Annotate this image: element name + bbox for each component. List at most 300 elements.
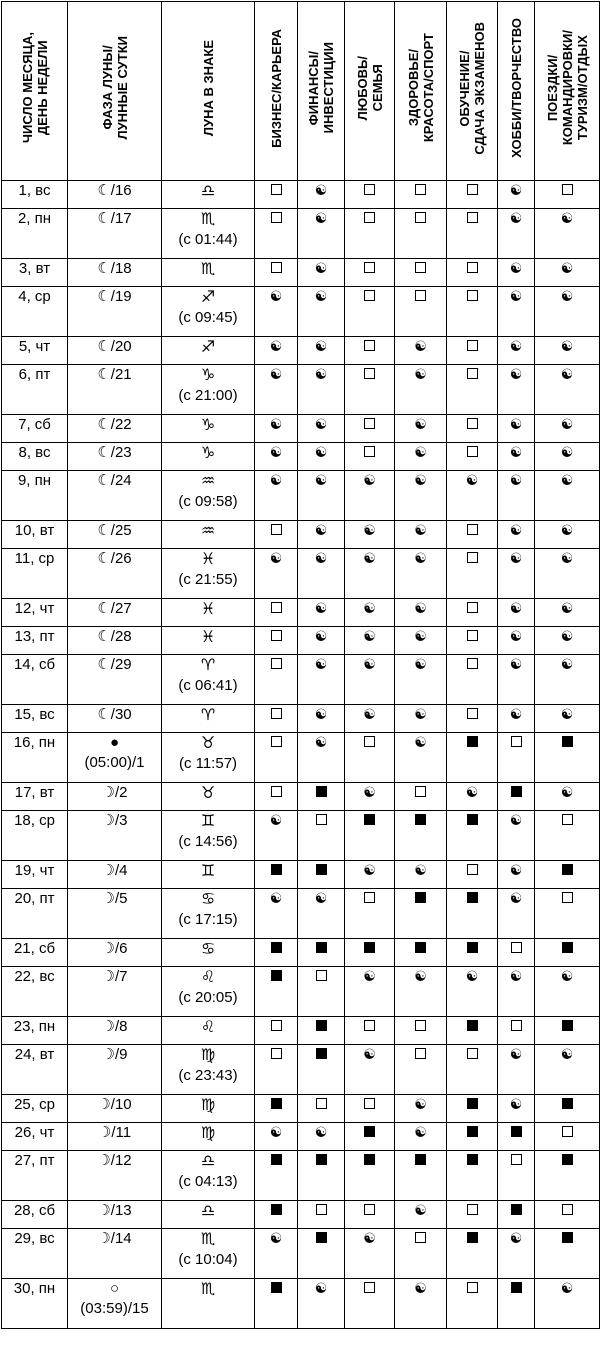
day-cell: 9, пн [2,471,68,521]
filled-square-icon [467,1232,478,1243]
mark-cell-health [395,1229,447,1279]
zodiac-sign-icon: ♒ [200,521,216,540]
moon-sign-cell [162,337,255,365]
empty-square-icon [467,630,478,641]
yin-yang-icon: ☯ [560,969,574,985]
yin-yang-icon: ☯ [314,211,328,227]
day-cell: 25, ср [2,1095,68,1123]
empty-square-icon [467,212,478,223]
table-row [2,705,600,733]
mark-cell-travel [535,889,600,939]
empty-square-icon [271,184,282,195]
empty-square-icon [467,1282,478,1293]
filled-square-icon [316,1020,327,1031]
empty-square-icon [415,262,426,273]
mark-cell-business [255,259,298,287]
mark-cell-business [255,1017,298,1045]
mark-cell-study [447,1017,498,1045]
filled-square-icon [467,892,478,903]
moon-phase-cell [68,599,162,627]
moon-sign-cell [162,1201,255,1229]
empty-square-icon [271,708,282,719]
mark-cell-finance [298,1123,345,1151]
filled-square-icon [364,1154,375,1165]
mark-cell-health [395,287,447,337]
yin-yang-icon: ☯ [314,183,328,199]
empty-square-icon [364,340,375,351]
filled-square-icon [467,1020,478,1031]
yin-yang-icon: ☯ [314,735,328,751]
zodiac-sign-icon: ♍ [200,1123,216,1142]
zodiac-sign-icon: ♓ [200,627,216,646]
yin-yang-icon: ☯ [509,211,523,227]
moon-sign-cell [162,705,255,733]
day-cell: 6, пт [2,365,68,415]
empty-square-icon [562,892,573,903]
empty-square-icon [364,1098,375,1109]
yin-yang-icon: ☯ [269,473,283,489]
mark-cell-finance [298,1017,345,1045]
mark-cell-health [395,783,447,811]
moon-phase-value: ☽/4 [101,862,128,879]
mark-cell-business [255,209,298,259]
mark-cell-finance [298,521,345,549]
mark-cell-health [395,365,447,415]
mark-cell-business [255,443,298,471]
zodiac-sign-icon: ♉ [200,783,216,802]
sign-change-time: (с 11:57) [178,755,238,772]
moon-phase-cell [68,181,162,209]
empty-square-icon [271,262,282,273]
yin-yang-icon: ☯ [509,707,523,723]
empty-square-icon [467,1048,478,1059]
empty-square-icon [467,290,478,301]
day-cell: 2, пн [2,209,68,259]
empty-square-icon [364,290,375,301]
mark-cell-travel [535,1095,600,1123]
mark-cell-love [345,1095,395,1123]
mark-cell-study [447,181,498,209]
yin-yang-icon: ☯ [269,445,283,461]
mark-cell-study [447,705,498,733]
empty-square-icon [316,970,327,981]
yin-yang-icon: ☯ [509,1047,523,1063]
empty-square-icon [415,212,426,223]
empty-square-icon [364,418,375,429]
table-row [2,811,600,861]
day-cell: 3, вт [2,259,68,287]
mark-cell-health [395,939,447,967]
mark-cell-hobby [498,1229,535,1279]
mark-cell-travel [535,861,600,889]
yin-yang-icon: ☯ [414,657,427,673]
moon-phase-value: ☽/2 [101,784,128,801]
moon-sign-cell [162,599,255,627]
yin-yang-icon: ☯ [509,1231,523,1247]
mark-cell-love [345,471,395,521]
empty-square-icon [415,184,426,195]
mark-cell-travel [535,599,600,627]
moon-phase-value: ☽/11 [97,1124,132,1141]
table-row [2,549,600,599]
mark-cell-hobby [498,861,535,889]
mark-cell-travel [535,1279,600,1329]
empty-square-icon [364,262,375,273]
yin-yang-icon: ☯ [314,367,328,383]
filled-square-icon [415,814,426,825]
moon-phase-value: ○ [109,1280,120,1297]
mark-cell-love [345,1151,395,1201]
mark-cell-hobby [498,287,535,337]
header-line: ПОЕЗДКИ/ [544,54,560,122]
moon-phase-cell [68,1201,162,1229]
zodiac-sign-icon: ♐ [200,287,216,306]
empty-square-icon [271,602,282,613]
table-row [2,1201,600,1229]
yin-yang-icon: ☯ [560,367,574,383]
mark-cell-hobby [498,1017,535,1045]
mark-cell-health [395,521,447,549]
mark-cell-finance [298,209,345,259]
mark-cell-hobby [498,939,535,967]
yin-yang-icon: ☯ [414,601,427,617]
moon-phase-time: (05:00)/1 [84,754,145,771]
empty-square-icon [316,814,327,825]
mark-cell-business [255,181,298,209]
mark-cell-hobby [498,627,535,655]
filled-square-icon [271,942,282,953]
day-cell: 14, сб [2,655,68,705]
yin-yang-icon: ☯ [560,211,574,227]
sign-change-time: (с 09:45) [178,309,238,326]
mark-cell-love [345,939,395,967]
mark-cell-hobby [498,889,535,939]
yin-yang-icon: ☯ [314,417,328,433]
mark-cell-health [395,1279,447,1329]
sign-change-time: (с 10:04) [178,1251,238,1268]
mark-cell-travel [535,1017,600,1045]
mark-cell-finance [298,627,345,655]
moon-phase-cell [68,365,162,415]
header-line: КОМАНДИРОВКИ/ [559,30,575,146]
yin-yang-icon: ☯ [509,261,523,277]
mark-cell-business [255,811,298,861]
mark-cell-finance [298,861,345,889]
mark-cell-health [395,1017,447,1045]
moon-phase-cell [68,861,162,889]
mark-cell-hobby [498,443,535,471]
filled-square-icon [467,1154,478,1165]
mark-cell-travel [535,1045,600,1095]
header-line: ЛУННЫЕ СУТКИ [114,36,130,140]
mark-cell-study [447,811,498,861]
empty-square-icon [364,1204,375,1215]
header-phase [68,2,162,181]
mark-cell-hobby [498,181,535,209]
moon-phase-value: ☾/20 [97,338,132,355]
filled-square-icon [467,1098,478,1109]
filled-square-icon [511,1282,522,1293]
yin-yang-icon: ☯ [363,969,376,985]
yin-yang-icon: ☯ [269,1231,283,1247]
mark-cell-love [345,181,395,209]
yin-yang-icon: ☯ [509,657,523,673]
mark-cell-love [345,861,395,889]
yin-yang-icon: ☯ [509,417,523,433]
yin-yang-icon: ☯ [560,289,574,305]
yin-yang-icon: ☯ [560,523,574,539]
empty-square-icon [562,184,573,195]
mark-cell-travel [535,1201,600,1229]
moon-sign-cell [162,889,255,939]
mark-cell-love [345,1017,395,1045]
yin-yang-icon: ☯ [314,445,328,461]
table-row [2,889,600,939]
moon-sign-cell [162,811,255,861]
moon-sign-cell [162,1095,255,1123]
moon-phase-cell [68,655,162,705]
moon-phase-value: ☾/19 [97,288,132,305]
mark-cell-love [345,1201,395,1229]
sign-change-time: (с 09:58) [178,493,238,510]
mark-cell-study [447,209,498,259]
mark-cell-study [447,365,498,415]
moon-phase-cell [68,259,162,287]
header-love-label [355,56,385,120]
filled-square-icon [316,942,327,953]
header-hobby [498,2,535,181]
moon-phase-time: (03:59)/15 [80,1300,149,1317]
yin-yang-icon: ☯ [560,551,574,567]
moon-sign-cell [162,1017,255,1045]
mark-cell-finance [298,415,345,443]
empty-square-icon [271,1048,282,1059]
zodiac-sign-icon: ♓ [200,599,216,618]
empty-square-icon [415,1232,426,1243]
mark-cell-finance [298,443,345,471]
mark-cell-business [255,337,298,365]
empty-square-icon [364,184,375,195]
yin-yang-icon: ☯ [560,629,574,645]
empty-square-icon [467,446,478,457]
mark-cell-love [345,655,395,705]
moon-phase-value: ☾/26 [97,550,132,567]
moon-phase-cell [68,415,162,443]
mark-cell-travel [535,1151,600,1201]
filled-square-icon [364,942,375,953]
filled-square-icon [271,1154,282,1165]
mark-cell-study [447,259,498,287]
yin-yang-icon: ☯ [414,445,427,461]
table-row [2,287,600,337]
day-cell: 19, чт [2,861,68,889]
moon-phase-cell [68,939,162,967]
yin-yang-icon: ☯ [414,1125,427,1141]
moon-sign-cell [162,733,255,783]
table-row [2,939,600,967]
filled-square-icon [562,942,573,953]
yin-yang-icon: ☯ [560,657,574,673]
filled-square-icon [511,786,522,797]
header-phase-label [100,36,130,140]
moon-phase-cell [68,1045,162,1095]
mark-cell-finance [298,811,345,861]
empty-square-icon [364,368,375,379]
mark-cell-study [447,1151,498,1201]
mark-cell-health [395,1123,447,1151]
mark-cell-business [255,549,298,599]
mark-cell-health [395,811,447,861]
table-row [2,259,600,287]
yin-yang-icon: ☯ [509,969,523,985]
mark-cell-health [395,337,447,365]
yin-yang-icon: ☯ [560,1047,574,1063]
mark-cell-health [395,1201,447,1229]
mark-cell-love [345,889,395,939]
moon-phase-cell [68,443,162,471]
header-business-label [269,29,284,148]
mark-cell-study [447,1095,498,1123]
yin-yang-icon: ☯ [314,707,328,723]
mark-cell-finance [298,939,345,967]
yin-yang-icon: ☯ [509,1097,523,1113]
mark-cell-travel [535,209,600,259]
moon-phase-value: ☽/12 [97,1152,132,1169]
header-line: ТУРИЗМ/ОТДЫХ [574,35,590,141]
moon-sign-cell [162,1279,255,1329]
filled-square-icon [562,864,573,875]
mark-cell-health [395,627,447,655]
mark-cell-hobby [498,599,535,627]
mark-cell-business [255,415,298,443]
yin-yang-icon: ☯ [560,707,574,723]
moon-phase-cell [68,1095,162,1123]
mark-cell-health [395,1095,447,1123]
mark-cell-love [345,1229,395,1279]
mark-cell-travel [535,1123,600,1151]
mark-cell-business [255,1279,298,1329]
table-row [2,1045,600,1095]
yin-yang-icon: ☯ [363,785,376,801]
mark-cell-travel [535,939,600,967]
mark-cell-business [255,627,298,655]
mark-cell-finance [298,1045,345,1095]
mark-cell-business [255,1123,298,1151]
empty-square-icon [562,1126,573,1137]
empty-square-icon [415,786,426,797]
moon-phase-cell [68,733,162,783]
filled-square-icon [271,864,282,875]
day-cell: 28, сб [2,1201,68,1229]
empty-square-icon [415,1048,426,1059]
filled-square-icon [467,736,478,747]
header-health [395,2,447,181]
mark-cell-health [395,471,447,521]
mark-cell-hobby [498,209,535,259]
empty-square-icon [467,418,478,429]
moon-phase-cell [68,705,162,733]
header-row [2,2,600,181]
mark-cell-finance [298,1279,345,1329]
day-cell: 23, пн [2,1017,68,1045]
yin-yang-icon: ☯ [314,891,328,907]
table-row [2,627,600,655]
moon-phase-cell [68,1229,162,1279]
empty-square-icon [364,892,375,903]
moon-phase-value: ☽/13 [97,1202,132,1219]
mark-cell-finance [298,889,345,939]
mark-cell-travel [535,471,600,521]
mark-cell-finance [298,655,345,705]
mark-cell-business [255,733,298,783]
moon-sign-cell [162,1151,255,1201]
mark-cell-hobby [498,1201,535,1229]
table-row [2,365,600,415]
mark-cell-travel [535,967,600,1017]
zodiac-sign-icon: ♎ [200,181,216,200]
mark-cell-business [255,521,298,549]
mark-cell-health [395,1151,447,1201]
mark-cell-study [447,1201,498,1229]
moon-sign-cell [162,521,255,549]
filled-square-icon [562,1232,573,1243]
mark-cell-finance [298,705,345,733]
empty-square-icon [511,1020,522,1031]
sign-change-time: (с 14:56) [178,833,238,850]
moon-sign-cell [162,209,255,259]
yin-yang-icon: ☯ [509,473,523,489]
yin-yang-icon: ☯ [414,367,427,383]
sign-change-time: (с 21:55) [178,571,238,588]
yin-yang-icon: ☯ [314,1125,328,1141]
moon-phase-cell [68,627,162,655]
mark-cell-hobby [498,1045,535,1095]
zodiac-sign-icon: ♈ [200,705,216,724]
day-cell: 22, вс [2,967,68,1017]
mark-cell-business [255,287,298,337]
empty-square-icon [271,524,282,535]
filled-square-icon [415,1154,426,1165]
empty-square-icon [415,290,426,301]
zodiac-sign-icon: ♋ [200,939,216,958]
mark-cell-love [345,599,395,627]
sign-change-time: (с 01:44) [178,231,238,248]
zodiac-sign-icon: ♑ [200,365,216,384]
mark-cell-finance [298,259,345,287]
zodiac-sign-icon: ♏ [200,1279,216,1298]
mark-cell-hobby [498,1123,535,1151]
table-row [2,783,600,811]
yin-yang-icon: ☯ [414,629,427,645]
header-hobby-label [509,18,524,158]
moon-phase-value: ☾/30 [97,706,132,723]
mark-cell-health [395,655,447,705]
mark-cell-love [345,209,395,259]
empty-square-icon [511,736,522,747]
moon-phase-value: ☾/29 [97,656,132,673]
mark-cell-travel [535,181,600,209]
zodiac-sign-icon: ♐ [200,337,216,356]
filled-square-icon [316,1048,327,1059]
mark-cell-travel [535,1229,600,1279]
moon-sign-cell [162,549,255,599]
mark-cell-finance [298,549,345,599]
yin-yang-icon: ☯ [269,1125,283,1141]
empty-square-icon [316,1098,327,1109]
mark-cell-business [255,939,298,967]
zodiac-sign-icon: ♒ [200,471,216,490]
mark-cell-travel [535,415,600,443]
